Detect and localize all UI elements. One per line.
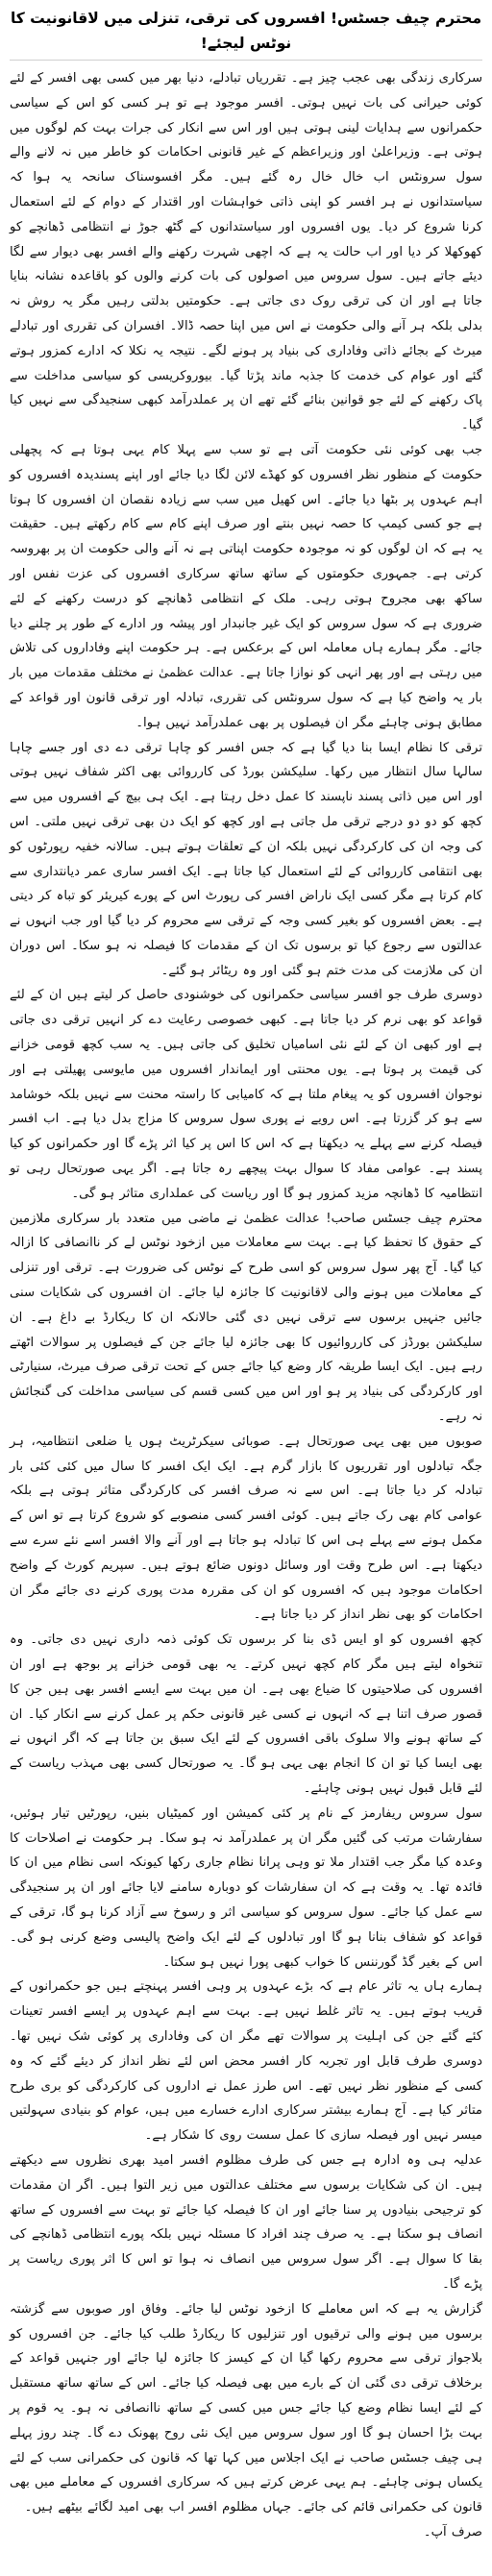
article-paragraph: صوبوں میں بھی یہی صورتحال ہے۔ صوبائی سیکرٹریٹ ہوں یا ضلعی انتظامیہ، ہر جگہ تبادلوں اور تقرریوں کا بازار گرم ہے۔ ایک ایک افسر کا سال میں کئی کئی بار تبادلہ کر دیا جاتا ہے۔ اس سے نہ صرف افسر کی کارکردگی متاثر ہوتی ہے بلکہ عوامی کام بھی رک جاتے ہیں۔ کوئی افسر کسی منصوبے کو شروع کرتا ہے تو اس کے مکمل ہونے سے پہلے ہی اس کا تبادلہ ہو جاتا ہے اور آنے والا افسر اسے نئے سرے سے دیکھتا ہے۔ اس طرح وقت اور وسائل دونوں ضائع ہوتے ہیں۔ سپریم کورٹ کے واضح احکامات موجود ہیں کہ افسروں کو ان کی مقررہ مدت پوری کرنے دی جائے مگر ان احکامات کو بھی نظر انداز کر دیا جاتا ہے۔ (10, 1434, 482, 1623)
article-signoff: صرف آپ۔ (423, 2524, 482, 2539)
article-paragraph: کچھ افسروں کو او ایس ڈی بنا کر برسوں تک کوئی ذمہ داری نہیں دی جاتی۔ وہ تنخواہ لیتے ہیں مگر کام کچھ نہیں کرتے۔ یہ بھی قومی خزانے پر بوجھ ہے اور ان افسروں کی صلاحیتوں کا ضیاع بھی ہے۔ ان میں بہت سے ایسے افسر بھی ہیں جن کا قصور صرف اتنا ہے کہ انہوں نے کسی غیر قانونی حکم پر عمل کرنے سے انکار کیا۔ ان کے ساتھ ہونے والا سلوک باقی افسروں کے لئے ایک سبق بن جاتا ہے کہ اگر انہوں نے بھی ایسا کیا تو ان کا انجام بھی یہی ہو گا۔ یہ صورتحال کسی بھی مہذب ریاست کے لئے قابل قبول نہیں ہونی چاہئے۔ (10, 1632, 482, 1796)
article-paragraph: ہمارے ہاں یہ تاثر عام ہے کہ بڑے عہدوں پر وہی افسر پہنچتے ہیں جو حکمرانوں کے قریب ہوتے ہیں۔ یہ تاثر غلط نہیں ہے۔ بہت سے اہم عہدوں پر ایسے افسر تعینات کئے گئے جن کی اہلیت پر سوالات تھے مگر ان کی وفاداری پر کوئی شک نہیں تھا۔ دوسری طرف قابل اور تجربہ کار افسر محض اس لئے نظر انداز کر دیئے گئے کہ وہ کسی کے منظور نظر نہیں تھے۔ اس طرز عمل نے اداروں کی کارکردگی کو بری طرح متاثر کیا ہے۔ آج ہمارے بیشتر سرکاری ادارے خسارے میں ہیں، عوام کو بنیادی سہولتیں میسر نہیں اور فیصلہ سازی کا عمل سست روی کا شکار ہے۔ (10, 1979, 482, 2144)
article-paragraph: دوسری طرف جو افسر سیاسی حکمرانوں کی خوشنودی حاصل کر لیتے ہیں ان کے لئے قواعد کو بھی نرم کر دیا جاتا ہے۔ کبھی خصوصی رعایت دے کر انہیں ترقی دی جاتی ہے اور کبھی ان کے لئے نئی اسامیاں تخلیق کی جاتی ہیں۔ یہ سب کچھ قومی خزانے کی قیمت پر ہوتا ہے۔ یوں محنتی اور ایماندار افسروں میں مایوسی پھیلتی ہے اور نوجوان افسروں کو یہ پیغام ملتا ہے کہ کامیابی کا راستہ محنت سے نہیں بلکہ خوشامد سے ہو کر گزرتا ہے۔ اس رویے نے پوری سول سروس کا مزاج بدل دیا ہے۔ اب افسر فیصلہ کرنے سے پہلے یہ دیکھتا ہے کہ اس کا اس پر کیا اثر پڑے گا اور حکمرانوں کو کیا پسند ہے۔ عوامی مفاد کا سوال بہت پیچھے رہ جاتا ہے۔ اگر یہی صورتحال رہی تو انتظامیہ کا ڈھانچہ مزید کمزور ہو گا اور ریاست کی عملداری متاثر ہو گی۔ (10, 988, 482, 1201)
article-paragraph: گزارش یہ ہے کہ اس معاملے کا ازخود نوٹس لیا جائے۔ وفاق اور صوبوں سے گزشتہ برسوں میں ہونے والی ترقیوں اور تنزلیوں کا ریکارڈ طلب کیا جائے۔ جن افسروں کو بلاجواز ترقی سے محروم رکھا گیا ان کے کیسز کا جائزہ لیا جائے اور جنہیں قواعد کے برخلاف ترقی دی گئی ان کے بارے میں بھی فیصلہ کیا جائے۔ اس کے ساتھ ساتھ مستقبل کے لئے ایسا نظام وضع کیا جائے جس میں کسی کے ساتھ ناانصافی نہ ہو۔ یہ قوم پر بہت بڑا احسان ہو گا اور سول سروس میں ایک نئی روح پھونک دے گا۔ چند روز پہلے ہی چیف جسٹس صاحب نے ایک اجلاس میں کہا تھا کہ قانون کی حکمرانی سب کے لئے یکساں ہونی چاہئے۔ ہم یہی عرض کرتے ہیں کہ سرکاری افسروں کے معاملے میں بھی قانون کی حکمرانی قائم کی جائے۔ جہاں مظلوم افسر اب بھی امید لگائے بیٹھے ہیں۔ (10, 2301, 482, 2515)
article-paragraph: ترقی کا نظام ایسا بنا دیا گیا ہے کہ جس افسر کو چاہا ترقی دے دی اور جسے چاہا سالہا سال انتظار میں رکھا۔ سلیکشن بورڈ کی کارروائی بھی اکثر شفاف نہیں ہوتی اور اس میں ذاتی پسند ناپسند کا عمل دخل رہتا ہے۔ ایک ہی بیچ کے افسروں میں سے کچھ کو دو دو درجے ترقی مل جاتی ہے اور کچھ کو ایک دن بھی ترقی نہیں ملتی۔ اس کی وجہ ان کی کارکردگی نہیں بلکہ ان کے تعلقات ہوتے ہیں۔ سالانہ خفیہ رپورٹوں کو بھی انتقامی کارروائی کے لئے استعمال کیا جاتا ہے۔ ایک افسر ساری عمر دیانتداری سے کام کرتا ہے مگر کسی ایک ناراض افسر کی رپورٹ اس کے پورے کیریئر کو تباہ کر دیتی ہے۔ بعض افسروں کو بغیر کسی وجہ کے ترقی سے محروم کر دیا گیا اور جب انہوں نے عدالتوں سے رجوع کیا تو برسوں تک ان کے مقدمات کا فیصلہ نہ ہو سکا۔ اس دوران ان کی ملازمت کی مدت ختم ہو گئی اور وہ ریٹائر ہو گئے۔ (10, 740, 482, 978)
article-body (10, 66, 482, 2545)
article-paragraph: جب بھی کوئی نئی حکومت آتی ہے تو سب سے پہلا کام یہی ہوتا ہے کہ پچھلی حکومت کے منظور نظر افسروں کو کھڈے لائن لگا دیا جائے اور اپنے پسندیدہ افسروں کو اہم عہدوں پر بٹھا دیا جائے۔ اس کھیل میں سب سے زیادہ نقصان ان افسروں کا ہوتا ہے جو کسی کیمپ کا حصہ نہیں بنتے اور صرف اپنے کام سے کام رکھتے ہیں۔ حقیقت یہ ہے کہ ان لوگوں کو نہ موجودہ حکومت اپناتی ہے نہ آنے والی حکومت ان پر بھروسہ کرتی ہے۔ جمہوری حکومتوں کے ساتھ ساتھ سرکاری افسروں کی عزت نفس اور ساکھ بھی مجروح ہوتی رہی۔ ملک کے انتظامی ڈھانچے کو درست رکھنے کے لئے ضروری ہے کہ سول سروس کو ایک غیر جانبدار اور پیشہ ور ادارے کے طور پر چلنے دیا جائے۔ مگر ہمارے ہاں معاملہ اس کے برعکس ہے۔ ہر حکومت اپنے وفاداروں کی تلاش میں رہتی ہے اور پھر انہی کو نوازا جاتا ہے۔ عدالت عظمیٰ نے مختلف مقدمات میں بار بار یہ واضح کیا ہے کہ سول سرونٹس کی تقرری، تبادلہ اور ترقی قانون اور قواعد کے مطابق ہونی چاہئے مگر ان فیصلوں پر بھی عملدرآمد نہیں ہوا۔ (10, 442, 482, 730)
article-paragraph: عدلیہ ہی وہ ادارہ ہے جس کی طرف مظلوم افسر امید بھری نظروں سے دیکھتے ہیں۔ ان کی شکایات برسوں سے مختلف عدالتوں میں زیر التوا ہیں۔ اگر ان مقدمات کو ترجیحی بنیادوں پر سنا جائے اور ان کا فیصلہ کیا جائے تو بہت سے افسروں کے ساتھ انصاف ہو سکتا ہے۔ یہ صرف چند افراد کا مسئلہ نہیں بلکہ پورے انتظامی ڈھانچے کی بقا کا سوال ہے۔ اگر سول سروس میں انصاف نہ ہوا تو اس کا اثر پوری ریاست پر پڑے گا۔ (10, 2152, 482, 2292)
article-headline: محترم چیف جسٹس! افسروں کی ترقی، تنزلی میں لاقانونیت کا نوٹس لیجئے! (10, 6, 482, 61)
article-paragraph: سول سروس ریفارمز کے نام پر کئی کمیشن اور کمیٹیاں بنیں، رپورٹیں تیار ہوئیں، سفارشات مرتب کی گئیں مگر ان پر عملدرآمد نہ ہو سکا۔ ہر حکومت نے اصلاحات کا وعدہ کیا مگر جب اقتدار ملا تو وہی پرانا نظام جاری رکھا کیونکہ اسی نظام میں ان کا فائدہ تھا۔ یہ وقت ہے کہ ان سفارشات کو دوبارہ سامنے لایا جائے اور ان پر سنجیدگی سے عمل کیا جائے۔ سول سروس کو سیاسی اثر و رسوخ سے آزاد کرنا ہو گا، ترقی کے قواعد کو شفاف بنانا ہو گا اور تبادلوں کے لئے ایک واضح پالیسی وضع کرنی ہو گی۔ اس کے بغیر گڈ گورننس کا خواب کبھی پورا نہیں ہو سکتا۔ (10, 1805, 482, 1970)
article-paragraph: سرکاری زندگی بھی عجب چیز ہے۔ تقرریاں تبادلے، دنیا بھر میں کسی بھی افسر کے لئے کوئی حیرانی کی بات نہیں ہوتی۔ افسر موجود ہے تو ہر کسی کو اس کے سیاسی حکمرانوں سے ہدایات لینی ہوتی ہیں اور اس سے انکار کی جرات بہت کم لوگوں میں ہوتی ہے۔ وزیراعلیٰ اور وزیراعظم کے غیر قانونی احکامات کو خاطر میں نہ لانے والے سول سرونٹس اب خال خال رہ گئے ہیں۔ مگر افسوسناک سانحہ یہ ہوا کہ سیاستدانوں نے ہر افسر کو اپنی ذاتی خواہشات اور اقتدار کے دوام کے لئے استعمال کرنا شروع کر دیا۔ یوں افسروں اور سیاستدانوں کے گٹھ جوڑ نے انتظامی ڈھانچے کو کھوکھلا کر دیا اور اب حالت یہ ہے کہ اچھی شہرت رکھنے والے افسر بھی دیوار سے لگا دیئے جاتے ہیں۔ سول سروس میں اصولوں کی بات کرنے والوں کو باقاعدہ نشانہ بنایا جاتا ہے اور ان کی ترقی روک دی جاتی ہے۔ حکومتیں بدلتی رہیں مگر یہ روش نہ بدلی بلکہ ہر آنے والی حکومت نے اس میں اپنا حصہ ڈالا۔ افسران کی تقرری اور تبادلے میرٹ کے بجائے ذاتی وفاداری کی بنیاد پر ہونے لگے۔ نتیجہ یہ نکلا کہ ادارے کمزور ہوتے گئے اور عوام کی خدمت کا جذبہ ماند پڑتا گیا۔ بیوروکریسی کو سیاسی مداخلت سے پاک رکھنے کے لئے جو قوانین بنائے گئے تھے ان پر عملدرآمد کبھی سنجیدگی سے نہیں کیا گیا۔ (10, 71, 482, 433)
article-paragraph: محترم چیف جسٹس صاحب! عدالت عظمیٰ نے ماضی میں متعدد بار سرکاری ملازمین کے حقوق کا تحفظ کیا ہے۔ بہت سے معاملات میں ازخود نوٹس لے کر ناانصافی کا ازالہ کیا گیا۔ آج پھر سول سروس کو اسی طرح کے نوٹس کی ضرورت ہے۔ ترقی اور تنزلی کے معاملات میں ہونے والی لاقانونیت کا جائزہ لیا جائے۔ ان افسروں کی شکایات سنی جائیں جنہیں برسوں سے ترقی نہیں دی گئی حالانکہ ان کا ریکارڈ بے داغ ہے۔ ان سلیکشن بورڈز کی کارروائیوں کا بھی جائزہ لیا جائے جن کے فیصلوں پر سوالات اٹھتے رہے ہیں۔ ایک ایسا طریقہ کار وضع کیا جائے جس کے تحت ترقی صرف میرٹ، سنیارٹی اور کارکردگی کی بنیاد پر ہو اور اس میں کسی قسم کی سیاسی مداخلت کی گنجائش نہ رہے۔ (10, 1211, 482, 1425)
